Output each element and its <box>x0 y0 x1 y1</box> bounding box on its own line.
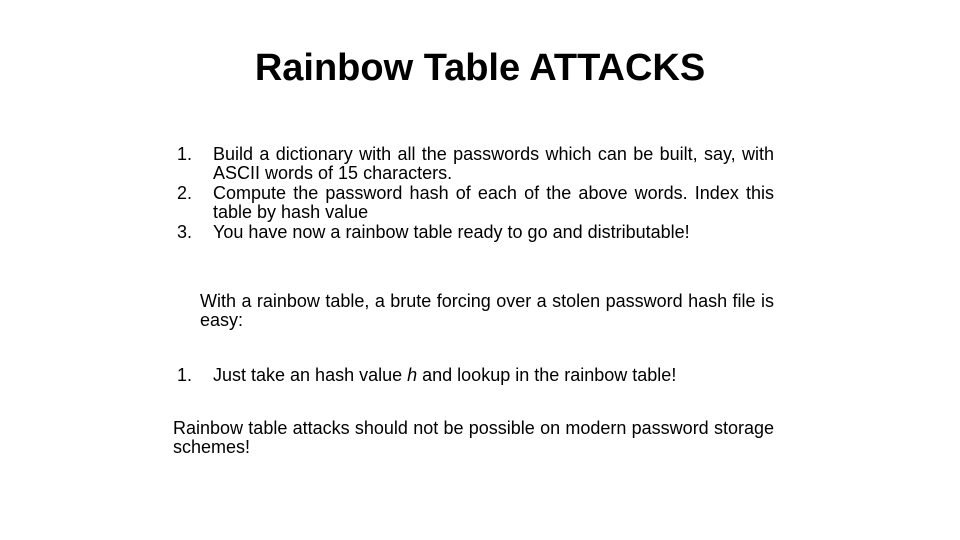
numbered-list-attack <box>170 366 774 386</box>
list-item-number: 2. <box>176 183 192 203</box>
list-item <box>170 366 774 385</box>
list-item <box>170 145 774 183</box>
list-item-number: 3. <box>176 222 192 242</box>
list-item-number: 1. <box>176 144 192 164</box>
list-item-text: Build a dictionary with all the passwords which can be built, say, with ASCII words of 15 characters. <box>213 144 774 183</box>
list-item-number: 1. <box>176 365 192 385</box>
conclusion-paragraph: Rainbow table attacks should not be possible on modern password storage schemes! <box>173 418 774 457</box>
intro-paragraph: With a rainbow table, a brute forcing over a stolen password hash file is easy: <box>200 291 774 330</box>
slide-title: Rainbow Table ATTACKS <box>254 47 706 89</box>
list-item-text: Compute the password hash of each of the above words. Index this table by hash value <box>213 183 774 222</box>
numbered-list-build <box>170 145 774 243</box>
list-item-text-before: Just take an hash value <box>213 365 408 385</box>
list-item-text: You have now a rainbow table ready to go and distributable! <box>213 222 690 242</box>
list-item <box>170 184 774 222</box>
hash-variable: h <box>407 365 418 385</box>
list-item <box>170 223 774 242</box>
list-item-text <box>213 365 676 385</box>
list-item-text-after: and lookup in the rainbow table! <box>417 365 677 385</box>
